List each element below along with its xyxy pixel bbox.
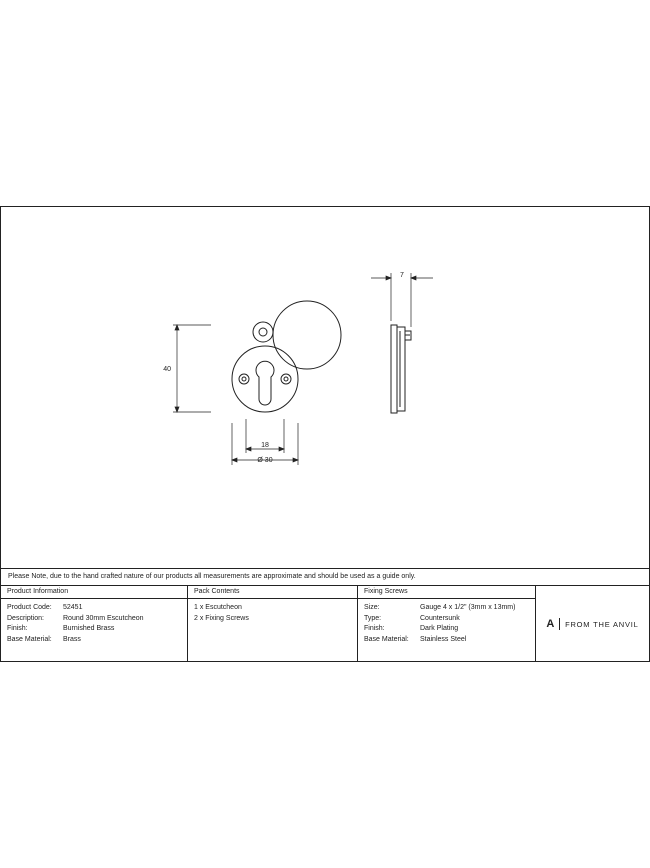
technical-drawing <box>1 207 649 567</box>
depth-label: 7 <box>400 272 404 279</box>
product-information-title: Product Information <box>1 586 187 599</box>
fixing-screws-title: Fixing Screws <box>358 586 535 599</box>
brand-logo <box>536 586 649 662</box>
keyhole <box>256 361 274 405</box>
height-dimension <box>173 325 211 412</box>
screw-hole-left-inner <box>242 377 246 381</box>
screw-info-row: Finish: Dark Plating <box>364 625 459 632</box>
front-view <box>232 301 341 412</box>
product-info-row: Product Code: 52451 <box>7 604 83 611</box>
product-info-row: Finish: Burnished Brass <box>7 625 115 632</box>
keyhole-width-label: 18 <box>261 442 269 449</box>
screw-hole-right <box>281 374 291 384</box>
screw-info-row: Type: Countersunk <box>364 614 460 622</box>
diameter-label: Ø 30 <box>257 457 273 464</box>
screw-hole-right-inner <box>284 377 288 381</box>
logo-divider <box>559 618 560 630</box>
product-info-row: Description: Round 30mm Escutcheon <box>7 614 144 622</box>
brand-name: FROM THE ANVIL <box>565 619 639 629</box>
measurement-note: Please Note, due to the hand crafted nature of our products all measurements are approximate and should be used as a guide only. <box>1 568 649 586</box>
screw-info-row: Size: Gauge 4 x 1/2" (3mm x 13mm) <box>364 604 516 611</box>
product-info-row: Base Material: Brass <box>7 635 81 643</box>
screw-hole-left <box>239 374 249 384</box>
pivot-hole <box>259 328 267 336</box>
cover-disc <box>273 301 341 369</box>
pivot-lug <box>253 322 273 342</box>
height-label: 40 <box>163 366 171 373</box>
pack-contents-panel <box>188 586 358 662</box>
side-view <box>391 325 411 413</box>
depth-dimension <box>371 273 433 327</box>
fixing-screws-panel <box>358 586 536 662</box>
pack-item: 2 x Fixing Screws <box>194 614 249 622</box>
pack-contents-title: Pack Contents <box>188 586 357 599</box>
screw-info-row: Base Material: Stainless Steel <box>364 635 467 643</box>
pack-item: 1 x Escutcheon <box>194 604 242 611</box>
product-information-panel <box>1 586 188 662</box>
anvil-logo-icon: A <box>546 618 556 630</box>
drawing-sheet <box>0 206 650 662</box>
